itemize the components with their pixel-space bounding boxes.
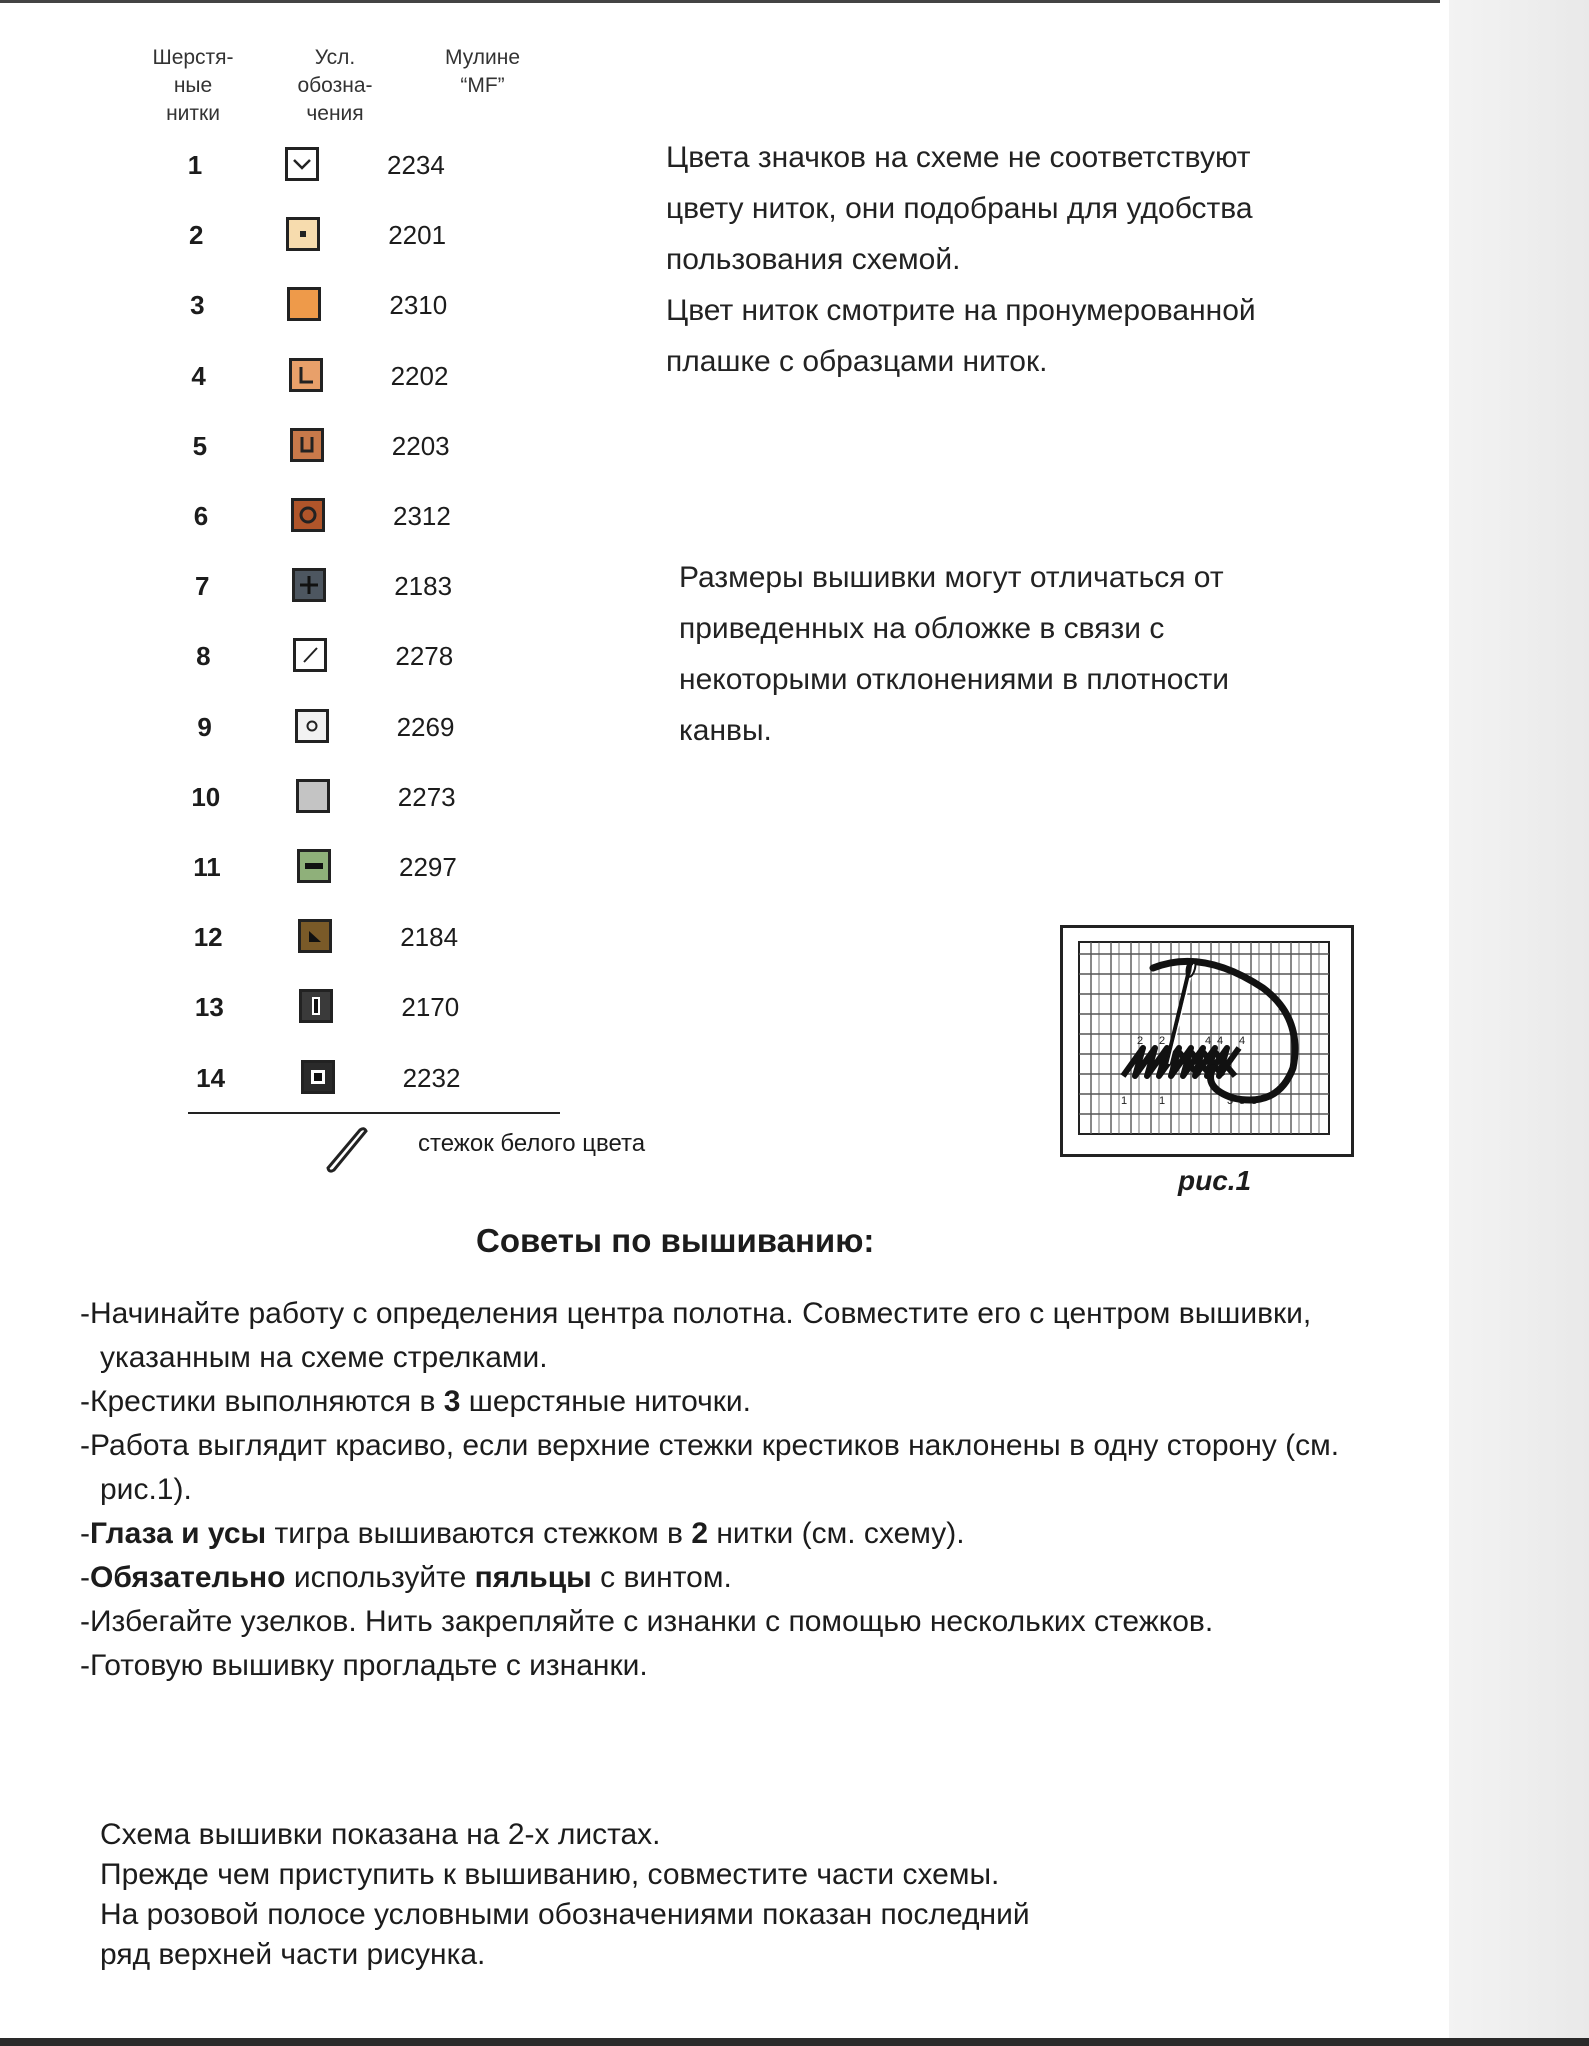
size-notice: Размеры вышивки могут отличаться от приведенных на обложке в связи с некоторыми отклонениями в плотности канвы. (679, 561, 1229, 747)
small-ring-symbol-icon (295, 709, 329, 743)
figure-cell-label: 1 (1159, 1095, 1166, 1107)
tip-text: -Избегайте узелков. Нить закрепляйте с изнанки с помощью нескольких стежков. (80, 1605, 1214, 1638)
header-symbols: Усл. обозна- чения (297, 46, 373, 125)
tip-item (80, 1600, 1380, 1644)
tip-emphasis: 2 (691, 1517, 708, 1550)
thread-number: 2 (188, 220, 204, 251)
tip-text: с винтом. (591, 1561, 732, 1594)
solid-gray-symbol-icon (296, 779, 330, 813)
ring-symbol-icon (291, 498, 325, 532)
thread-number: 11 (193, 852, 221, 882)
tip-emphasis: 3 (443, 1385, 461, 1418)
figure-cell-label: 1 (1121, 1095, 1128, 1107)
mouline-code: 2183 (394, 571, 453, 602)
color-notice: Цвета значков на схеме не соответствуют цвету ниток, они подобраны для удобства пользования схемой. Цвет ниток смотрите на пронумерованной плашке с образцами ниток. (666, 141, 1256, 378)
mouline-code: 2232 (402, 1062, 461, 1093)
tip-text: -Готовую вышивку прогладьте с изнанки. (80, 1649, 648, 1682)
tip-emphasis: Обязательно (90, 1561, 286, 1594)
bar-symbol-icon (299, 989, 333, 1023)
stitch-figure (1060, 925, 1354, 1157)
header-wool-threads: Шерстя- ные нитки (152, 46, 234, 125)
figure-cell-label: 3 (1227, 1095, 1234, 1107)
scheme-notes: Схема вышивки показана на 2-х листах. Прежде чем приступить к вышиванию, совместите части схемы. На розовой полосе условными обозначениями показан последний ряд верхней части рисунка. (100, 1818, 1030, 1971)
tip-emphasis: Глаза и усы (90, 1517, 267, 1550)
tips-list (80, 1292, 1380, 1688)
legend-divider (188, 1112, 560, 1114)
figure-cell-label: 4 (1217, 1035, 1224, 1047)
mouline-code: 2297 (399, 852, 457, 882)
scan-top-edge (0, 0, 1440, 3)
tip-text: -Крестики выполняются в (80, 1385, 444, 1418)
dot-symbol-icon (286, 217, 320, 251)
mouline-code: 2184 (400, 922, 459, 953)
tip-text: нитки (см. схему). (708, 1517, 965, 1550)
needle-stitch-icon (320, 1124, 370, 1174)
thread-number: 1 (187, 150, 203, 180)
square-symbol-icon (301, 1060, 335, 1094)
figure-cell-label: 2 (1159, 1035, 1166, 1047)
thread-number: 12 (193, 922, 223, 953)
thread-number: 5 (192, 430, 208, 461)
tip-text: -Начинайте работу с определения центра полотна. Совместите его с центром вышивки, указанным на схеме стрелками. (80, 1297, 1312, 1374)
figure-cell-label: 2 (1137, 1035, 1144, 1047)
tip-item (80, 1292, 1380, 1380)
mouline-code: 2203 (391, 430, 450, 461)
minus-symbol-icon (297, 849, 331, 883)
tip-text: - (80, 1517, 90, 1550)
figure-cell-label: 3 (1251, 1095, 1258, 1107)
tip-item (80, 1380, 1380, 1424)
tip-text: -Работа выглядит красиво, если верхние стежки крестиков наклонены в одну сторону (см. рис.1). (80, 1429, 1340, 1506)
thread-number: 9 (197, 711, 212, 742)
mouline-code: 2310 (389, 290, 448, 321)
stitch-figure-drawing (1063, 928, 1345, 1148)
tip-item (80, 1512, 1380, 1556)
thread-number: 14 (196, 1062, 226, 1093)
thread-number: 3 (190, 290, 205, 321)
scan-right-margin (1449, 0, 1589, 2046)
figure-cell-label: 3 (1239, 1095, 1246, 1107)
mouline-code: 2269 (396, 711, 455, 742)
plus-symbol-icon (292, 568, 326, 602)
mouline-code: 2278 (395, 641, 454, 672)
tip-text: используйте (285, 1561, 475, 1594)
tip-text: - (80, 1561, 90, 1594)
header-mouline: Мулине “MF” (444, 46, 521, 97)
tip-text: тигра вышиваются стежком в (266, 1517, 692, 1550)
tip-item (80, 1424, 1380, 1512)
mouline-code: 2170 (401, 992, 460, 1023)
thread-number: 8 (196, 641, 211, 672)
thread-number: 7 (194, 571, 210, 602)
figure-caption: рис.1 (1178, 1165, 1252, 1196)
tips-title: Советы по вышиванию: (476, 1222, 875, 1259)
white-stitch-label: стежок белого цвета (418, 1130, 646, 1157)
tip-item (80, 1644, 1380, 1688)
thread-number: 6 (193, 501, 209, 531)
mouline-code: 2312 (393, 501, 451, 531)
u-shape-symbol-icon (290, 428, 324, 462)
mouline-code: 2234 (387, 150, 445, 180)
tip-emphasis: пяльцы (474, 1561, 592, 1594)
tip-item (80, 1556, 1380, 1600)
figure-cell-label: 4 (1239, 1035, 1246, 1047)
corner-symbol-icon (298, 919, 332, 953)
thread-number: 13 (194, 992, 224, 1023)
tip-text: шерстяные ниточки. (460, 1385, 751, 1418)
mouline-code: 2202 (390, 360, 449, 391)
figure-cell-label: 4 (1205, 1035, 1212, 1047)
mouline-code: 2201 (388, 220, 447, 251)
l-shape-symbol-icon (289, 358, 323, 392)
slash-symbol-icon (293, 638, 327, 672)
solid-orange-symbol-icon (287, 287, 321, 321)
thread-number: 4 (191, 360, 206, 391)
scan-bottom-edge (0, 2038, 1589, 2046)
check-mark-symbol-icon (285, 147, 319, 181)
mouline-code: 2273 (397, 781, 456, 812)
thread-number: 10 (191, 781, 221, 812)
